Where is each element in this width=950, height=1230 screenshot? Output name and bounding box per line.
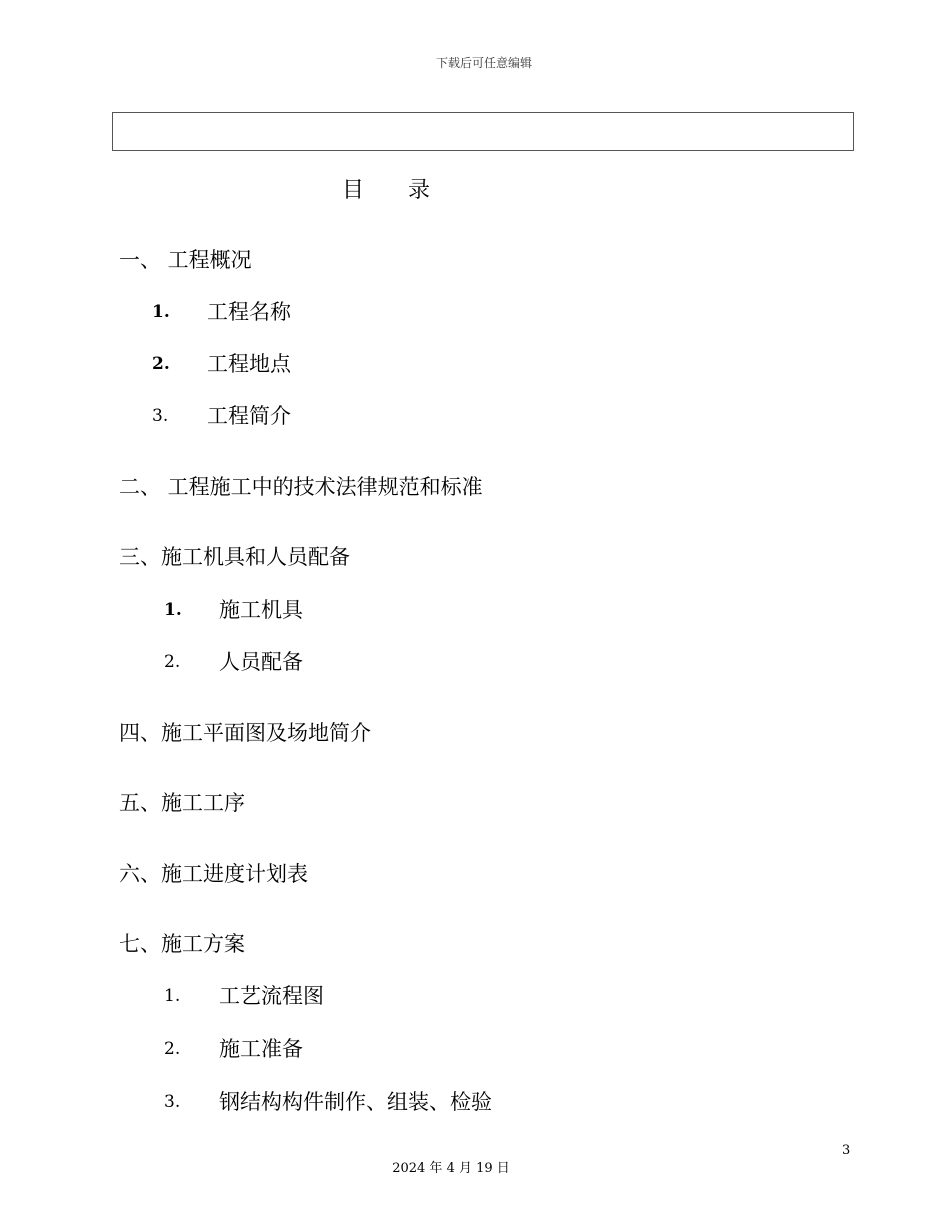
toc-section-3[interactable]: 三、施工机具和人员配备: [119, 545, 350, 569]
header-note: 下载后可任意编辑: [435, 56, 532, 70]
toc-item-number: 3.: [164, 1092, 181, 1112]
toc-section-2[interactable]: 二、 工程施工中的技术法律规范和标准: [119, 475, 483, 499]
toc-item-number: 1.: [152, 302, 170, 322]
toc-item-number: 2.: [164, 1039, 181, 1059]
title-box: [112, 112, 854, 151]
toc-title: [342, 173, 430, 204]
toc-item-number: 2.: [152, 354, 170, 374]
toc-title-char-1: 目: [342, 178, 365, 203]
toc-item-3-2[interactable]: 人员配备: [219, 650, 303, 674]
toc-item-1-1[interactable]: 工程名称: [207, 300, 291, 324]
toc-item-number: 3.: [152, 406, 169, 426]
toc-section-1[interactable]: 一、 工程概况: [119, 248, 252, 272]
toc-section-4[interactable]: 四、施工平面图及场地简介: [119, 721, 371, 745]
toc-item-7-2[interactable]: 施工准备: [219, 1037, 303, 1061]
toc-item-number: 1.: [164, 600, 182, 620]
toc-item-7-3[interactable]: 钢结构构件制作、组装、检验: [219, 1090, 492, 1114]
toc-item-1-2[interactable]: 工程地点: [207, 352, 291, 376]
page-number: 3: [842, 1143, 851, 1158]
toc-section-6[interactable]: 六、施工进度计划表: [119, 862, 308, 886]
toc-item-number: 1.: [164, 986, 181, 1006]
toc-item-number: 2.: [164, 652, 181, 672]
toc-item-7-1[interactable]: 工艺流程图: [219, 984, 324, 1008]
footer-date: 2024 年 4 月 19 日: [392, 1161, 510, 1176]
toc-item-1-3[interactable]: 工程简介: [207, 404, 291, 428]
toc-title-char-2: 录: [408, 178, 431, 203]
toc-item-3-1[interactable]: 施工机具: [219, 598, 303, 622]
toc-section-5[interactable]: 五、施工工序: [119, 791, 245, 815]
toc-section-7[interactable]: 七、施工方案: [119, 932, 245, 956]
